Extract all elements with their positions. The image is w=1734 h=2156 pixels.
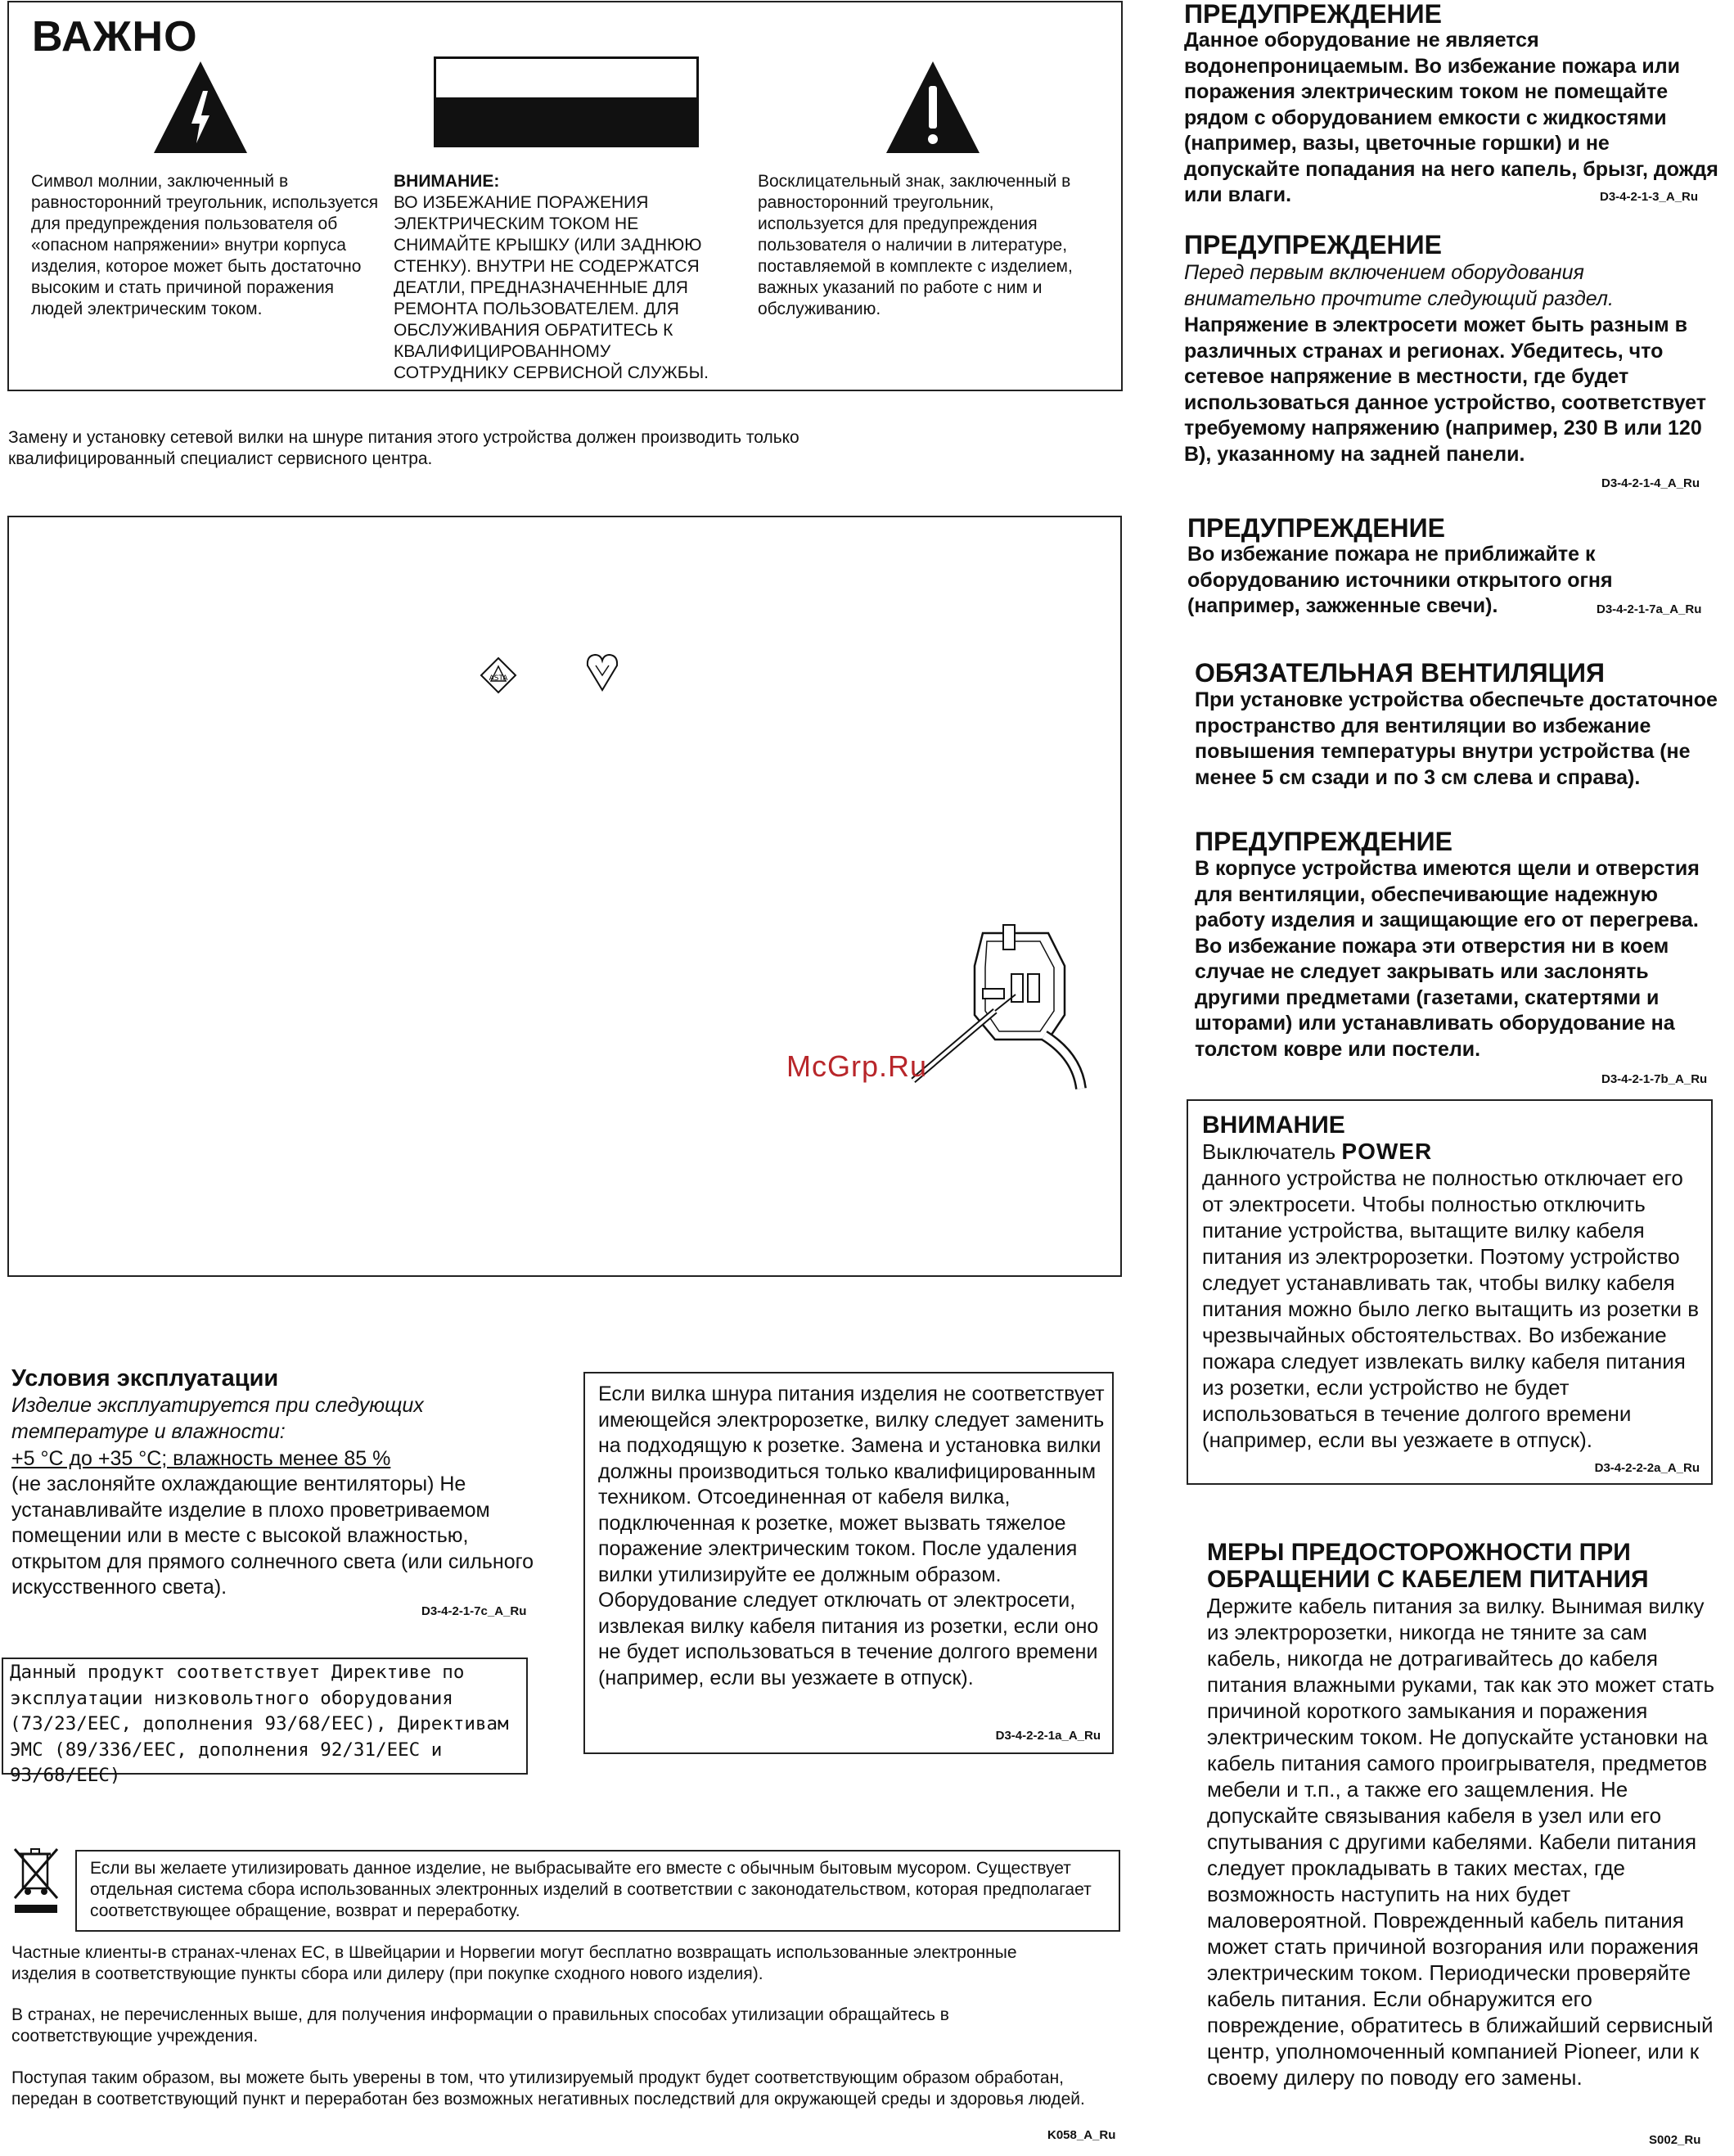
power-caution-box [1187,1099,1713,1485]
power-caution-code: D3-4-2-2-2a_A_Ru [1594,1461,1700,1475]
caution-heading: ВНИМАНИЕ: [394,172,500,191]
operating-body: (не заслоняйте охлаждающие вентиляторы) Не устанавливайте изделие в плохо проветриваемом помещении или в месте с высокой влажностью, открытом для прямого солнечного света (или сильного искусственного света). [11,1473,534,1599]
operating-range: +5 °C до +35 °C; влажность менее 85 % [11,1447,391,1470]
disposal-p1: Частные клиенты-в странах-членах ЕС, в Швейцарии и Норвегии могут бесплатно возвращать использованные электронные изделия в соответствующие пункты сбора или дилеру (при покупке сходного нового изделия). [11,1943,1017,1983]
directive-box [2,1658,528,1786]
caution-text: ВО ИЗБЕЖАНИЕ ПОРАЖЕНИЯ ЭЛЕКТРИЧЕСКИМ ТОКОМ НЕ СНИМАЙТЕ КРЫШКУ (ИЛИ ЗАДНЮЮ СТЕНКУ). ВНУТРИ НЕ СОДЕРЖАТСЯ ДЕАТЛИ, ПРЕДНАЗНАЧЕННЫЕ ДЛЯ РЕМОНТА ПОЛЬЗОВАТЕЛЕМ. ДЛЯ ОБСЛУЖИВАНИЯ ОБРАТИТЕСЬ К КВАЛИФИЦИРОВАННОМУ СОТРУДНИКУ СЕРВИСНОЙ СЛУЖБЫ. [394,193,709,382]
power-caution-title: ВНИМАНИЕ [1202,1112,1345,1139]
plug-replace-code: D3-4-2-2-1a_A_Ru [995,1729,1101,1743]
disposal-p3: Поступая таким образом, вы можете быть уверены в том, что утилизируемый продукт будет соответствующим образом обработан, передан в соответствующий пункт и переработан без возможных негативных последствий для окружающей среды и здоровья людей. [11,2068,1085,2109]
asta-mark-icon [480,656,517,694]
directive-text: Данный продукт соответствует Директиве по эксплуатации низковольтного оборудования (73/23/EEC, дополнения 93/68/EEC), Директивам ЭМС (89/336/EEC, дополнения 92/31/EEC и 93/68/EEC) [10,1662,509,1786]
warning-voltage-code: D3-4-2-1-4_A_Ru [1601,476,1700,490]
important-title: ВАЖНО [32,13,198,61]
cable-text: Держите кабель питания за вилку. Вынимая вилку из электророзетки, никогда не тяните за сам кабель, никогда не дотрагивайтесь до кабеля питания влажными руками, так как это может стать причиной короткого замыкания и поражения электрическим током. Не допускайте установки на кабель питания самого проигрывателя, предметов мебели и т.п., а также его защемления. Не допускайте связывания кабеля в узел или его спутывания с другими кабелями. Кабели питания следует прокладывать в таких местах, где возможность наступить на них будет маловероятной. Поврежденный кабель питания может стать причиной возгорания или поражения электрическим током. Периодически проверяйте кабель питания. Если обнаружится его повреждение, обратитесь в ближайший сервисный центр, уполномоченный компанией Pioneer, или к своему дилеру по поводу его замены. [1207,1594,1714,2090]
disposal-code: K058_A_Ru [1047,2128,1116,2142]
cable-title: МЕРЫ ПРЕДОСТОРОЖНОСТИ ПРИ ОБРАЩЕНИИ С КАБЕЛЕМ ПИТАНИЯ [1207,1539,1649,1593]
weee-bin-icon [11,1846,61,1916]
warning-water-title: ПРЕДУПРЕЖДЕНИЕ [1184,0,1442,29]
disposal-box-text: Если вы желаете утилизировать данное изделие, не выбрасывайте его вместе с обычным бытовым мусором. Существует отдельная система сбора использованных электронных изделий в соответствии с законодательством, которая предполагает соответствующее обращение, возврат и переработку. [90,1859,1092,1920]
plug-replace-box [583,1372,1114,1754]
warning-fire-text: Во избежание пожара не приближайте к оборудованию источники открытого огня (например, зажженные свечи). [1187,543,1613,617]
disposal-p2: В странах, не перечисленных выше, для получения информации о правильных способах утилизации обращайтесь в соответствующие учреждения. [11,2005,949,2045]
disposal-box [75,1850,1120,1932]
uk-plug-box [7,516,1122,1277]
ventilation-title: ОБЯЗАТЕЛЬНАЯ ВЕНТИЛЯЦИЯ [1195,658,1606,688]
important-box [7,1,1123,391]
warning-fire-code: D3-4-2-1-7a_A_Ru [1597,602,1702,616]
lightning-description: Символ молнии, заключенный в равносторонний треугольник, используется для предупреждения пользователя об «опасном напряжении» внутри корпуса изделия, которое может быть достаточно высоким и стать причиной поражения людей электрическим током. [31,172,379,318]
warning-vents-code: D3-4-2-1-7b_A_Ru [1601,1072,1708,1086]
ventilation-text: При установке устройства обеспечьте достаточное пространство для вентиляции во избежание повышения температуры внутри устройства (не менее 5 см сзади и по 3 см слева и справа). [1195,688,1718,789]
svg-text:ASTA: ASTA [489,674,508,683]
fused-plug-illustration [905,917,1118,1093]
operating-title: Условия эксплуатации [11,1365,279,1391]
power-caution-prefix: Выключатель [1202,1139,1336,1164]
exclamation-warning-icon [883,58,983,156]
warning-voltage-title: ПРЕДУПРЕЖДЕНИЕ [1184,230,1442,259]
lightning-warning-icon [151,58,250,156]
warning-water-text: Данное оборудование не является водонепроницаемым. Во избежание пожара или поражения электрическим током не помещайте рядом с оборудованием емкости с жидкостями (например, вазы, цветочные горшки) и не допускайте попадания на него капель, брызг, дождя или влаги. [1184,29,1718,206]
power-caution-text: данного устройства не полностью отключает его от электросети. Чтобы полностью отключить питание устройства, вытащите вилку кабеля питания из электророзетки. Поэтому устройство следует устанавливать так, чтобы вилку кабеля питания можно было легко вытащить из розетки в чрезвычайных обстоятельствах. Во избежание пожара следует извлекать вилку кабеля питания из розетки, если устройство не будет использоваться в течение долгого времени (например, если вы уезжаете в отпуск). [1202,1166,1700,1452]
warning-vents-text: В корпусе устройства имеются щели и отверстия для вентиляции, обеспечивающие надежную работу изделия и защищающие его от перегрева. Во избежание пожара эти отверстия ни в коем случае не следует закрывать или заслонять другими предметами (газетами, скатертями и шторами) или устанавливать оборудование на толстом ковре или постели. [1195,857,1700,1061]
exclamation-description: Восклицательный знак, заключенный в равносторонний треугольник, используется для предупреждения пользователя о наличии в литературе, поставляемой в комплекте с изделием, важных указаний по работе с ним и обслуживанию. [758,172,1073,318]
plug-replacement-note: Замену и установку сетевой вилки на шнуре питания этого устройства должен производить только квалифицированный специалист сервисного центра. [8,428,799,468]
warning-water-code: D3-4-2-1-3_A_Ru [1600,190,1699,204]
power-caution-line [1202,1139,1432,1165]
watermark: McGrp.Ru [786,1049,928,1083]
warning-vents-title: ПРЕДУПРЕЖДЕНИЕ [1195,827,1453,856]
operating-code: D3-4-2-1-7c_A_Ru [421,1604,527,1618]
cable-code: S002_Ru [1649,2133,1701,2147]
bsi-kitemark-icon [585,651,619,692]
power-switch-label: POWER [1341,1139,1433,1164]
warning-voltage-italic: Перед первым включением оборудования внимательно прочтите следующий раздел. [1184,261,1614,310]
operating-intro: Изделие эксплуатируется при следующих температуре и влажности: [11,1394,424,1443]
warning-voltage-text: Напряжение в электросети может быть разным в различных странах и регионах. Убедитесь, что сетевое напряжение в местности, где будет использоваться данное устройство, соответствует требуемому напряжению (например, 230 В или 120 В), указанному на задней панели. [1184,313,1707,466]
shock-caution-label [434,56,699,147]
plug-replace-text: Если вилка шнура питания изделия не соответствует имеющейся электророзетке, вилку следует заменить на подходящую к розетке. Замена и установка вилки должны производиться только квалифицированным техником. Отсоединенная от кабеля вилка, подключенная к розетке, может вызвать тяжелое поражение электрическим током. После удаления вилки утилизируйте ее должным образом. Оборудование следует отключать от электросети, извлекая вилку кабеля питания из розетки, если оно не будет использоваться в течение долгого времени (например, если вы уезжаете в отпуск). [598,1382,1105,1689]
warning-fire-title: ПРЕДУПРЕЖДЕНИЕ [1187,513,1445,543]
